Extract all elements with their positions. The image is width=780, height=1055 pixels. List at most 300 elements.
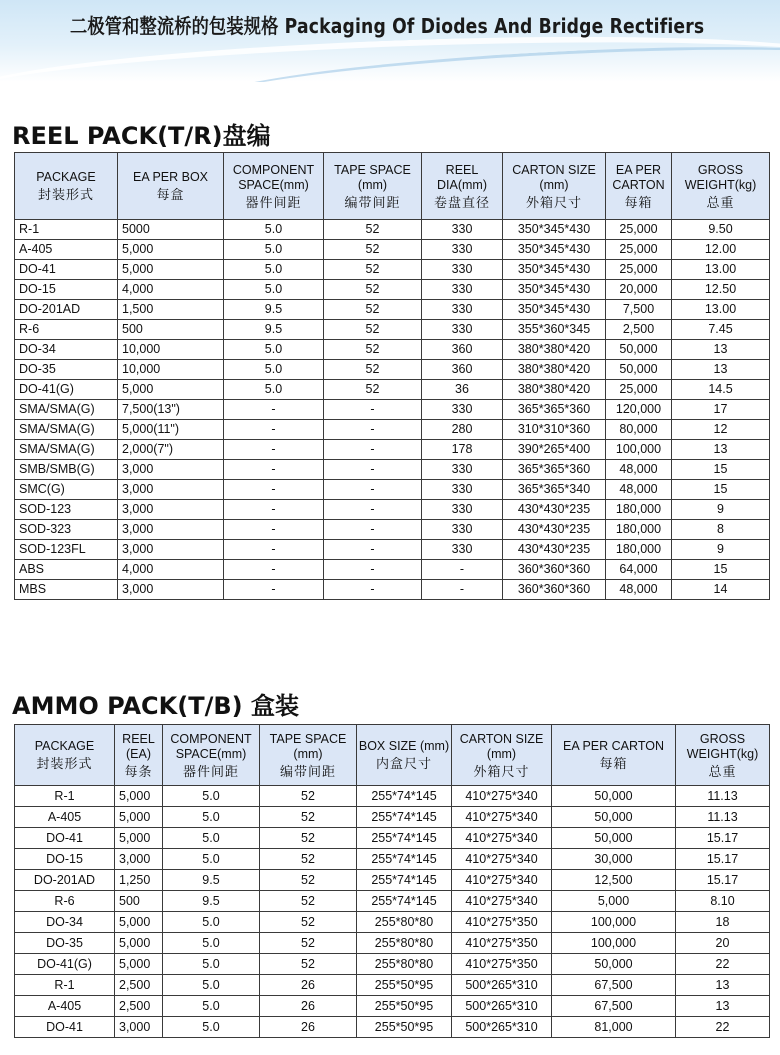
table-cell: 67,500	[552, 975, 676, 996]
table-cell: R-6	[15, 891, 115, 912]
table-cell: 5.0	[224, 380, 324, 400]
table-row	[15, 933, 770, 954]
table-row	[15, 340, 770, 360]
column-header-en: EA PER BOX	[132, 170, 209, 184]
table-cell: 500*265*310	[452, 975, 552, 996]
table-cell: R-6	[15, 320, 118, 340]
table-cell: 5.0	[163, 849, 260, 870]
table-row	[15, 786, 770, 807]
column-header-cn: 总重	[708, 763, 737, 779]
column-header	[503, 153, 606, 220]
table-cell: 410*275*340	[452, 828, 552, 849]
table-cell: DO-41(G)	[15, 954, 115, 975]
table-cell: 50,000	[552, 786, 676, 807]
table-cell: 100,000	[606, 440, 672, 460]
table-cell: 5.0	[224, 280, 324, 300]
column-header-cn: 封装形式	[36, 756, 93, 771]
table-cell: -	[224, 480, 324, 500]
table-cell: 500*265*310	[452, 1017, 552, 1038]
table-cell: 25,000	[606, 260, 672, 280]
table-cell: R-1	[15, 220, 118, 240]
column-header	[224, 153, 324, 220]
table-row	[15, 220, 770, 240]
table-cell: 18	[676, 912, 770, 933]
table-cell: 15	[672, 460, 770, 480]
table-cell: 52	[324, 240, 422, 260]
column-header-en: PACKAGE	[34, 739, 95, 753]
table-cell: -	[224, 580, 324, 600]
table-cell: SOD-123FL	[15, 540, 118, 560]
table-cell: 52	[260, 870, 357, 891]
table-cell: 25,000	[606, 240, 672, 260]
column-header-en: BOX SIZE (mm)	[358, 739, 450, 753]
column-header-en: GROSS WEIGHT(kg)	[684, 162, 757, 192]
table-cell: SMA/SMA(G)	[15, 420, 118, 440]
table-cell: ABS	[15, 560, 118, 580]
table-cell: -	[324, 400, 422, 420]
table-cell: 330	[422, 480, 503, 500]
table-row	[15, 975, 770, 996]
column-header-en: EA PER CARTON	[563, 739, 664, 753]
column-header-cn: 器件间距	[182, 763, 239, 779]
table-cell: 50,000	[606, 360, 672, 380]
table-cell: 48,000	[606, 460, 672, 480]
table-cell: 8.10	[676, 891, 770, 912]
table-cell: 5.0	[224, 220, 324, 240]
table-cell: 380*380*420	[503, 380, 606, 400]
table-cell: SOD-323	[15, 520, 118, 540]
table-cell: 350*345*430	[503, 280, 606, 300]
table-cell: 3,000	[118, 460, 224, 480]
table-cell: 26	[260, 975, 357, 996]
table-cell: 5.0	[224, 240, 324, 260]
table-row	[15, 1017, 770, 1038]
column-header-cn: 卷盘直径	[433, 194, 490, 210]
table-cell: SMB/SMB(G)	[15, 460, 118, 480]
table-cell: 5000	[118, 220, 224, 240]
table-cell: -	[324, 480, 422, 500]
table-cell: 20,000	[606, 280, 672, 300]
table-cell: -	[224, 400, 324, 420]
table-cell: 2,500	[115, 975, 163, 996]
table-cell: 9.5	[224, 320, 324, 340]
table-row	[15, 954, 770, 975]
table-cell: -	[324, 440, 422, 460]
table-cell: 180,000	[606, 540, 672, 560]
table-cell: 52	[324, 380, 422, 400]
column-header	[357, 725, 452, 786]
table-cell: 330	[422, 260, 503, 280]
table-cell: 7,500(13")	[118, 400, 224, 420]
table-cell: 9.50	[672, 220, 770, 240]
column-header-en: TAPE SPACE (mm)	[334, 162, 411, 192]
table-cell: 5,000	[552, 891, 676, 912]
table-cell: DO-201AD	[15, 300, 118, 320]
table-cell: 2,500	[606, 320, 672, 340]
table-row	[15, 540, 770, 560]
table-cell: 12.50	[672, 280, 770, 300]
table-cell: 310*310*360	[503, 420, 606, 440]
column-header-cn: 总重	[706, 194, 735, 210]
table-row	[15, 380, 770, 400]
table-cell: -	[224, 440, 324, 460]
column-header	[672, 153, 770, 220]
table-cell: -	[224, 420, 324, 440]
table-cell: SMC(G)	[15, 480, 118, 500]
column-header-en: TAPE SPACE (mm)	[269, 731, 347, 761]
header-row	[15, 153, 770, 220]
table-cell: 67,500	[552, 996, 676, 1017]
table-cell: 52	[324, 220, 422, 240]
table-cell: 20	[676, 933, 770, 954]
table-cell: 52	[324, 360, 422, 380]
table-cell: 52	[260, 954, 357, 975]
table-cell: 255*80*80	[357, 912, 452, 933]
table-cell: 52	[324, 340, 422, 360]
table-cell: 255*80*80	[357, 933, 452, 954]
table-cell: 120,000	[606, 400, 672, 420]
column-header-cn: 编带间距	[279, 763, 336, 779]
table-cell: 9	[672, 540, 770, 560]
column-header-cn: 内盒尺寸	[375, 756, 432, 771]
table-row	[15, 280, 770, 300]
table-row	[15, 849, 770, 870]
column-header	[15, 153, 118, 220]
table-cell: DO-15	[15, 849, 115, 870]
table-cell: 15.17	[676, 828, 770, 849]
table-cell: 12	[672, 420, 770, 440]
table-cell: 3,000	[118, 480, 224, 500]
table-cell: 365*365*340	[503, 480, 606, 500]
table-cell: 52	[324, 320, 422, 340]
table-cell: 7.45	[672, 320, 770, 340]
table-cell: 330	[422, 220, 503, 240]
column-header-en: CARTON SIZE (mm)	[459, 731, 544, 761]
table-cell: 330	[422, 540, 503, 560]
table-cell: 50,000	[552, 828, 676, 849]
table-cell: 100,000	[552, 912, 676, 933]
table-cell: 52	[260, 912, 357, 933]
column-header	[115, 725, 163, 786]
table-row	[15, 440, 770, 460]
table-cell: 3,000	[118, 540, 224, 560]
table-cell: -	[324, 580, 422, 600]
table-row	[15, 870, 770, 891]
table-cell: 17	[672, 400, 770, 420]
column-header	[324, 153, 422, 220]
table-cell: 81,000	[552, 1017, 676, 1038]
table-cell: R-1	[15, 786, 115, 807]
table-cell: -	[224, 560, 324, 580]
table-cell: 3,000	[118, 500, 224, 520]
table-cell: 22	[676, 1017, 770, 1038]
table-cell: 330	[422, 300, 503, 320]
table-cell: DO-41	[15, 260, 118, 280]
table-cell: 5.0	[224, 260, 324, 280]
table-cell: 410*275*340	[452, 849, 552, 870]
table-cell: 13	[676, 975, 770, 996]
table-cell: 5,000	[115, 933, 163, 954]
column-header	[452, 725, 552, 786]
column-header-en: REEL DIA(mm)	[437, 162, 487, 192]
table-cell: DO-41	[15, 828, 115, 849]
table-row	[15, 360, 770, 380]
table-cell: 25,000	[606, 380, 672, 400]
table-cell: 255*74*145	[357, 828, 452, 849]
header-row	[15, 725, 770, 786]
table-cell: 5.0	[163, 912, 260, 933]
table-cell: 5.0	[163, 996, 260, 1017]
table-cell: 13	[676, 996, 770, 1017]
table-cell: 14	[672, 580, 770, 600]
column-header	[552, 725, 676, 786]
table-cell: 11.13	[676, 786, 770, 807]
table-row	[15, 240, 770, 260]
table-cell: 9.5	[224, 300, 324, 320]
table-cell: 64,000	[606, 560, 672, 580]
table-cell: 430*430*235	[503, 500, 606, 520]
table-cell: 15	[672, 560, 770, 580]
table-cell: 350*345*430	[503, 240, 606, 260]
table-cell: 365*365*360	[503, 400, 606, 420]
ammo-pack-title: AMMO PACK(T/B) 盒装	[12, 692, 299, 720]
table-cell: -	[224, 540, 324, 560]
table-cell: 430*430*235	[503, 520, 606, 540]
table-cell: 5,000	[118, 380, 224, 400]
table-cell: 22	[676, 954, 770, 975]
table-cell: 355*360*345	[503, 320, 606, 340]
table-cell: 330	[422, 500, 503, 520]
table-cell: 52	[260, 891, 357, 912]
reel-pack-table	[14, 152, 770, 600]
table-cell: 330	[422, 280, 503, 300]
table-cell: 255*74*145	[357, 786, 452, 807]
table-cell: 5.0	[163, 933, 260, 954]
table-cell: 30,000	[552, 849, 676, 870]
table-cell: 410*275*350	[452, 933, 552, 954]
table-cell: 5,000	[115, 828, 163, 849]
column-header-cn: 每条	[124, 763, 153, 779]
column-header-cn: 每箱	[624, 194, 653, 210]
page-title: 二极管和整流桥的包装规格 Packaging Of Diodes And Bridge Rectifiers	[70, 14, 705, 38]
table-cell: 178	[422, 440, 503, 460]
table-cell: 52	[260, 933, 357, 954]
table-cell: SOD-123	[15, 500, 118, 520]
table-cell: 8	[672, 520, 770, 540]
table-cell: -	[224, 500, 324, 520]
table-row	[15, 480, 770, 500]
table-cell: 410*275*340	[452, 891, 552, 912]
table-cell: 5.0	[163, 954, 260, 975]
table-cell: 330	[422, 460, 503, 480]
table-cell: 360	[422, 340, 503, 360]
table-cell: 390*265*400	[503, 440, 606, 460]
table-cell: 360*360*360	[503, 580, 606, 600]
table-cell: -	[324, 540, 422, 560]
table-cell: 3,000	[115, 849, 163, 870]
table-cell: DO-35	[15, 360, 118, 380]
table-cell: 52	[324, 260, 422, 280]
table-cell: 500	[115, 891, 163, 912]
table-cell: 13.00	[672, 260, 770, 280]
column-header-en: COMPONENT SPACE(mm)	[232, 162, 315, 192]
table-cell: SMA/SMA(G)	[15, 440, 118, 460]
ammo-pack-table	[14, 724, 770, 1038]
table-cell: 255*50*95	[357, 1017, 452, 1038]
table-row	[15, 520, 770, 540]
table-cell: 330	[422, 520, 503, 540]
table-cell: 52	[260, 786, 357, 807]
column-header-cn: 编带间距	[344, 194, 401, 210]
table-cell: -	[324, 520, 422, 540]
table-cell: 52	[324, 300, 422, 320]
table-cell: 410*275*340	[452, 807, 552, 828]
table-cell: 13	[672, 360, 770, 380]
table-cell: 5.0	[163, 975, 260, 996]
column-header	[606, 153, 672, 220]
table-cell: 255*80*80	[357, 954, 452, 975]
table-cell: -	[422, 580, 503, 600]
table-cell: 1,250	[115, 870, 163, 891]
table-cell: 48,000	[606, 580, 672, 600]
table-cell: 255*74*145	[357, 807, 452, 828]
reel-pack-title: REEL PACK(T/R)盘编	[12, 122, 271, 150]
table-cell: 11.13	[676, 807, 770, 828]
table-cell: 13.00	[672, 300, 770, 320]
table-cell: -	[324, 420, 422, 440]
table-cell: 5.0	[224, 340, 324, 360]
table-row	[15, 828, 770, 849]
table-cell: -	[324, 460, 422, 480]
table-cell: MBS	[15, 580, 118, 600]
table-cell: 15	[672, 480, 770, 500]
table-row	[15, 500, 770, 520]
table-cell: 330	[422, 240, 503, 260]
table-row	[15, 996, 770, 1017]
table-cell: 4,000	[118, 560, 224, 580]
column-header	[422, 153, 503, 220]
table-cell: 410*275*350	[452, 912, 552, 933]
table-cell: 350*345*430	[503, 260, 606, 280]
table-cell: A-405	[15, 807, 115, 828]
column-header-en: REEL (EA)	[122, 731, 155, 761]
column-header-cn: 封装形式	[37, 187, 94, 202]
table-cell: 50,000	[606, 340, 672, 360]
table-cell: 9.5	[163, 870, 260, 891]
column-header	[676, 725, 770, 786]
table-cell: 5,000	[115, 912, 163, 933]
table-cell: 52	[260, 828, 357, 849]
table-cell: 350*345*430	[503, 300, 606, 320]
table-row	[15, 560, 770, 580]
table-cell: 5,000	[118, 240, 224, 260]
table-cell: 80,000	[606, 420, 672, 440]
table-cell: 4,000	[118, 280, 224, 300]
table-cell: 5,000	[115, 954, 163, 975]
table-cell: 36	[422, 380, 503, 400]
table-row	[15, 420, 770, 440]
table-cell: 12.00	[672, 240, 770, 260]
table-cell: 52	[324, 280, 422, 300]
table-cell: 380*380*420	[503, 340, 606, 360]
column-header-cn: 每盒	[156, 187, 185, 202]
column-header-en: GROSS WEIGHT(kg)	[686, 731, 759, 761]
table-cell: 5,000	[115, 786, 163, 807]
table-cell: 25,000	[606, 220, 672, 240]
table-cell: 26	[260, 996, 357, 1017]
table-cell: -	[324, 560, 422, 580]
table-cell: DO-41(G)	[15, 380, 118, 400]
table-cell: 26	[260, 1017, 357, 1038]
table-cell: 2,500	[115, 996, 163, 1017]
table-cell: 330	[422, 320, 503, 340]
table-row	[15, 580, 770, 600]
table-cell: 410*275*350	[452, 954, 552, 975]
table-row	[15, 400, 770, 420]
table-cell: 410*275*340	[452, 786, 552, 807]
header-banner	[0, 0, 780, 82]
table-cell: 9.5	[163, 891, 260, 912]
table-cell: 5.0	[163, 807, 260, 828]
table-cell: 255*74*145	[357, 849, 452, 870]
table-cell: 255*74*145	[357, 891, 452, 912]
table-cell: 5.0	[163, 828, 260, 849]
table-cell: 5,000	[118, 260, 224, 280]
table-cell: 13	[672, 340, 770, 360]
table-cell: 3,000	[115, 1017, 163, 1038]
table-cell: 255*74*145	[357, 870, 452, 891]
column-header-cn: 器件间距	[245, 194, 302, 210]
table-cell: 5.0	[224, 360, 324, 380]
table-cell: 3,000	[118, 520, 224, 540]
table-cell: DO-15	[15, 280, 118, 300]
table-cell: A-405	[15, 996, 115, 1017]
table-cell: 12,500	[552, 870, 676, 891]
column-header-cn: 外箱尺寸	[525, 194, 582, 210]
table-cell: 10,000	[118, 340, 224, 360]
table-cell: 50,000	[552, 954, 676, 975]
table-row	[15, 912, 770, 933]
table-cell: 180,000	[606, 520, 672, 540]
table-cell: 100,000	[552, 933, 676, 954]
table-cell: 5.0	[163, 1017, 260, 1038]
table-cell: 500*265*310	[452, 996, 552, 1017]
column-header	[118, 153, 224, 220]
table-cell: 50,000	[552, 807, 676, 828]
table-cell: -	[224, 460, 324, 480]
table-row	[15, 300, 770, 320]
table-cell: 1,500	[118, 300, 224, 320]
table-cell: 15.17	[676, 870, 770, 891]
table-cell: 48,000	[606, 480, 672, 500]
table-cell: 410*275*340	[452, 870, 552, 891]
table-cell: -	[324, 500, 422, 520]
table-cell: A-405	[15, 240, 118, 260]
table-cell: 365*365*360	[503, 460, 606, 480]
table-row	[15, 320, 770, 340]
table-cell: 14.5	[672, 380, 770, 400]
table-cell: DO-34	[15, 340, 118, 360]
table-cell: 500	[118, 320, 224, 340]
table-cell: 350*345*430	[503, 220, 606, 240]
table-cell: 5,000	[115, 807, 163, 828]
column-header	[163, 725, 260, 786]
table-cell: 52	[260, 849, 357, 870]
column-header-cn: 每箱	[599, 756, 628, 771]
table-cell: DO-34	[15, 912, 115, 933]
table-cell: DO-41	[15, 1017, 115, 1038]
table-cell: 5.0	[163, 786, 260, 807]
